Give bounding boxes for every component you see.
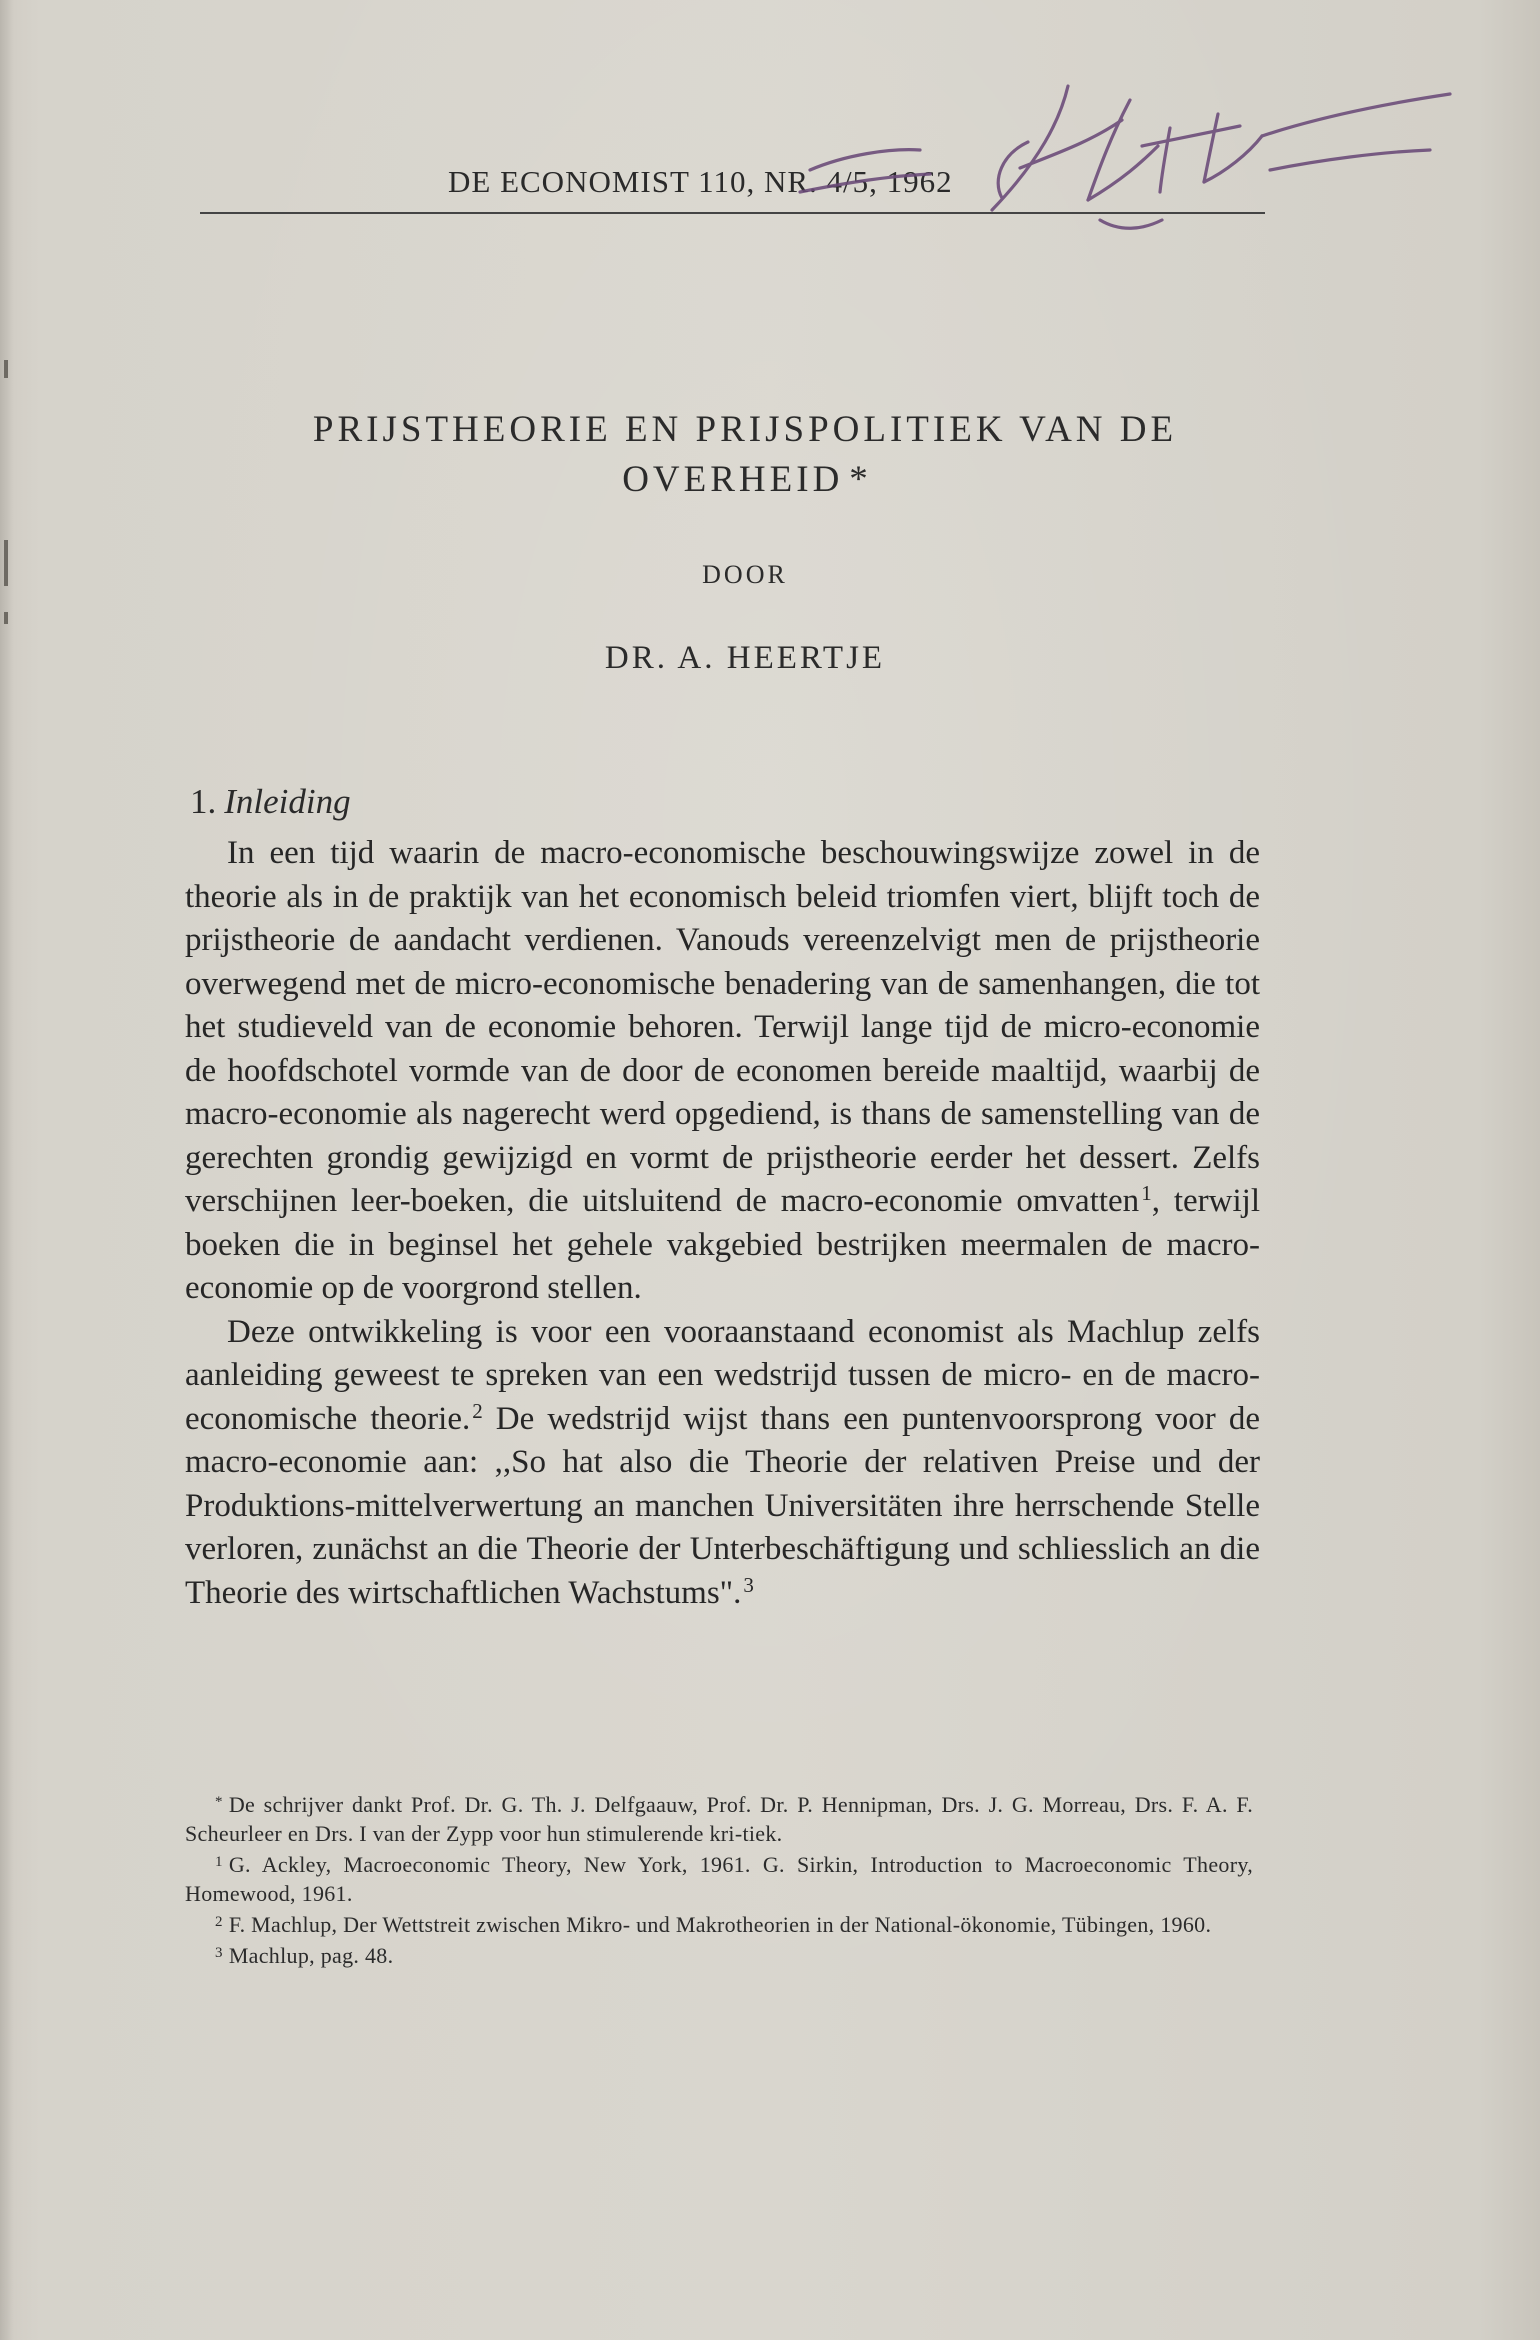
footnote — [185, 1908, 1253, 1939]
article-title-line-2-text: OVERHEID — [622, 459, 844, 500]
footnote-ref-3: 3 — [743, 1572, 754, 1597]
handwritten-signature — [770, 50, 1470, 240]
section-title: Inleiding — [224, 782, 351, 821]
paragraph-2 — [185, 1311, 1260, 1616]
paragraph-2-text-a: Deze ontwikkeling is voor een vooraanstaand economist als Machlup zelfs aanleiding geweest te spreken van een wedstrijd tussen de micro- en de macro-economische theorie. — [185, 1313, 1260, 1437]
body-text — [185, 832, 1260, 1615]
footnote-ref-2: 2 — [472, 1398, 483, 1423]
footnote-text: De schrijver dankt Prof. Dr. G. Th. J. Delfgaauw, Prof. Dr. P. Hennipman, Drs. J. G. Morreau, Drs. F. A. F. Scheurleer en Drs. I van der Zypp voor hun stimulerende kri-tiek. — [185, 1792, 1253, 1846]
footnote-text: F. Machlup, Der Wettstreit zwischen Mikro- und Makrotheorien in der National-ökonomie, Tübingen, 1960. — [228, 1912, 1212, 1937]
title-footnote-marker: * — [849, 459, 868, 500]
footnote-marker: 1 — [215, 1854, 223, 1870]
footnote-marker: 3 — [215, 1945, 223, 1961]
byline: DOOR — [702, 560, 788, 589]
binding-mark — [4, 360, 8, 378]
binding-mark — [4, 612, 8, 624]
binding-mark — [4, 540, 8, 586]
footnote — [185, 1939, 1253, 1970]
paragraph-1-text-a: In een tijd waarin de macro-economische beschouwingswijze zowel in de theorie als in de praktijk van het economisch beleid triomfen viert, blijft toch de prijstheorie de aandacht verdienen. Vanouds vereenzelvigt men de prijstheorie overwegend met de micro-economische benadering van de samenhangen, die tot het studieveld van de economie behoren. Terwijl lange tijd de micro-economie de hoofdschotel vormde van de door de economen bereide maaltijd, waarbij de macro-economie als nagerecht werd opgediend, is thans de samenstelling van de gerechten grondig gewijzigd en vormt de prijstheorie eerder het dessert. Zelfs verschijnen leer-boeken, die uitsluitend de macro-economie omvatten — [185, 835, 1260, 1219]
footnote-text: G. Ackley, Macroeconomic Theory, New York, 1961. G. Sirkin, Introduction to Macroeconomic Theory, Homewood, 1961. — [185, 1852, 1253, 1906]
footnotes — [185, 1788, 1253, 1970]
section-number: 1. — [190, 782, 217, 821]
section-heading — [190, 782, 351, 822]
footnote — [185, 1788, 1253, 1848]
paragraph-2-text-b: De wedstrijd wijst thans een puntenvoorsprong voor de macro-economie aan: ,,So hat also die Theorie der relativen Preise und der Produktions-mittelverwertung an manchen Universitäten ihre herrschende Stelle verloren, zunächst an die Theorie der Unterbeschäftigung und schliesslich an die Theorie des wirtschaftlichen Wachstums". — [185, 1400, 1260, 1611]
article-title-line-2 — [200, 455, 1290, 505]
footnote-ref-1: 1 — [1141, 1181, 1152, 1205]
article-title-line-1: PRIJSTHEORIE EN PRIJSPOLITIEK VAN DE — [312, 409, 1178, 450]
footnote — [185, 1848, 1253, 1908]
footnote-marker: 2 — [215, 1914, 223, 1930]
paragraph-1-text-b: , terwijl boeken die in beginsel het gehele vakgebied bestrijken meermalen de macro-economie op de voorgrond stellen. — [185, 1183, 1260, 1306]
paragraph-1 — [185, 832, 1260, 1311]
footnote-marker: * — [215, 1794, 223, 1810]
footnote-text: Machlup, pag. 48. — [228, 1943, 394, 1968]
article-title — [200, 405, 1290, 505]
running-head-text: DE ECONOMIST 110, NR. 4/5, 1962 — [448, 164, 953, 199]
author-name: DR. A. HEERTJE — [604, 640, 886, 676]
